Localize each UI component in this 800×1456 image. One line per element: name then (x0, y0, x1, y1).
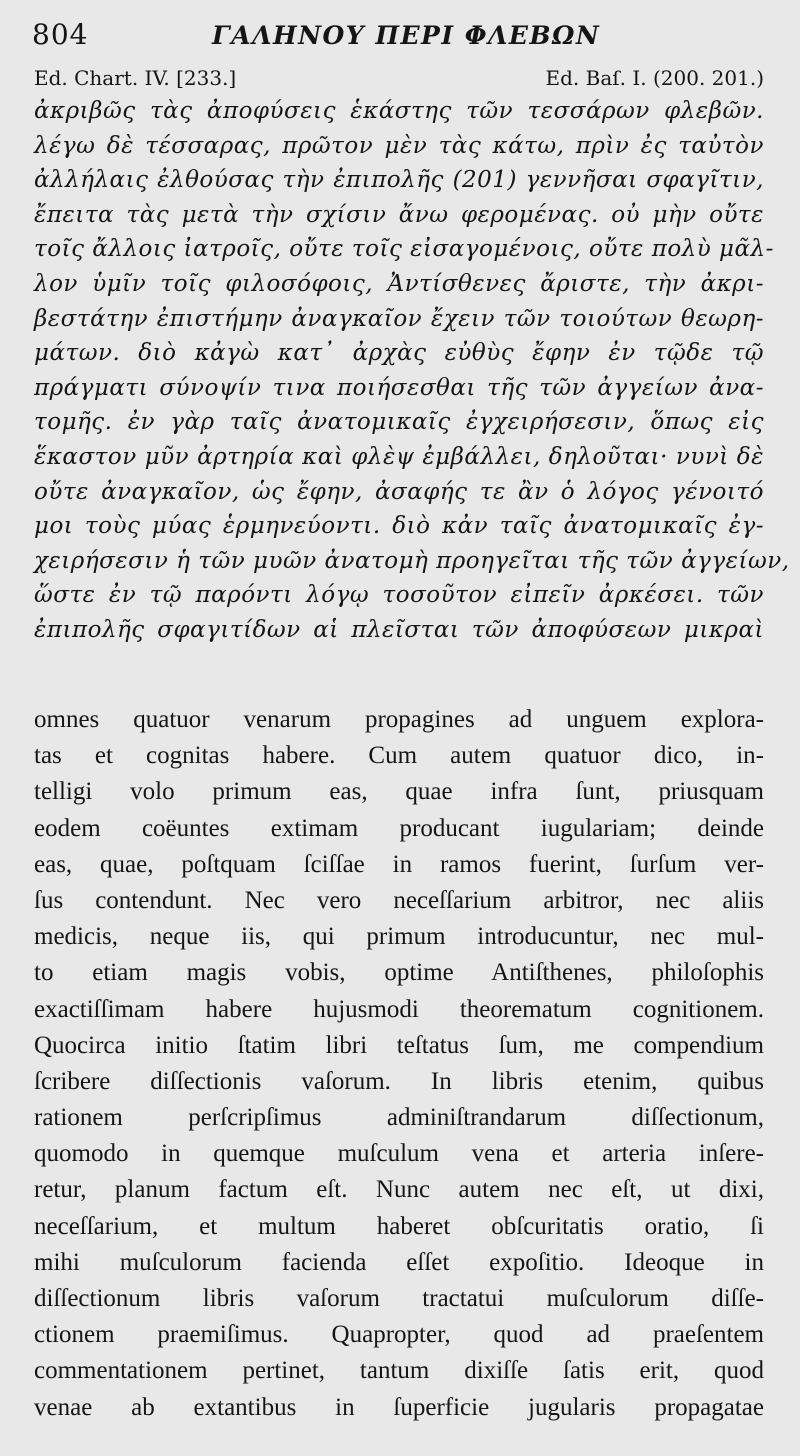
latin-line: mihi muſculorum facienda eſſet expoſitio. Ideoque in (34, 1248, 764, 1276)
latin-line: ſcribere diſſectionis vaſorum. In libris etenim, quibus (34, 1067, 764, 1095)
greek-line: ὥστε ἐν τῷ παρόντι λόγῳ τοσοῦτον εἰπεῖν ἀρκέσει. τῶν (34, 582, 764, 609)
greek-line: ἔπειτα τὰς μετὰ τὴν σχίσιν ἄνω φερομένας. οὐ μὴν οὔτε (34, 201, 764, 228)
latin-line: ſus contendunt. Nec vero neceſſarium arbitror, nec aliis (34, 886, 764, 914)
latin-line: venae ab extantibus in ſuperficie jugularis propagatae (34, 1393, 764, 1421)
latin-line: retur, planum factum eſt. Nunc autem nec eſt, ut dixi, (34, 1176, 764, 1204)
latin-line: diſſectionum libris vaſorum tractatui muſculorum diſſe- (34, 1285, 764, 1312)
greek-text-block (34, 94, 790, 648)
edition-reference-right: Ed. Baſ. I. (200. 201.) (545, 66, 764, 90)
greek-line: ἕκαστον μῦν ἀρτηρία καὶ φλὲψ ἐμβάλλει, δηλοῦται· νυνὶ δὲ (34, 443, 764, 470)
greek-line: ἐπιπολῆς σφαγιτίδων αἱ πλεῖσται τῶν ἀποφύσεων μικραὶ (34, 616, 764, 643)
greek-line: μοι τοὺς μύας ἑρμηνεύοντι. διὸ κἀν ταῖς ἀνατομικαῖς ἐγ- (34, 513, 764, 540)
edition-reference-line (34, 62, 764, 94)
latin-line: commentationem pertinet, tantum dixiſſe ſatis erit, quod (34, 1357, 764, 1385)
greek-line: ἀκριβῶς τὰς ἀποφύσεις ἑκάστης τῶν τεσσάρων φλεβῶν. (34, 98, 764, 124)
latin-line: tas et cognitas habere. Cum autem quatuor dico, in- (34, 742, 764, 770)
running-title: ΓΑΛΗΝΟΥ ΠΕΡΙ ΦΛΕΒΩΝ (212, 21, 601, 50)
greek-line: τοῖς ἄλλοις ἰατροῖς, οὔτε τοῖς εἰσαγομένοις, οὔτε πολὺ μᾶλ- (34, 236, 774, 263)
greek-line: λέγω δὲ τέσσαρας, πρῶτον μὲν τὰς κάτω, πρὶν ἐς ταὐτὸν (34, 132, 764, 159)
greek-line: πράγματι σύνοψίν τινα ποιήσεσθαι τῆς τῶν ἀγγείων ἀνα- (34, 374, 764, 401)
latin-line: eas, quae, poſtquam ſciſſae in ramos fuerint, ſurſum ver- (34, 850, 764, 878)
latin-line: Quocirca initio ſtatim libri teſtatus ſum, me compendium (34, 1031, 764, 1059)
greek-line: χειρήσεσιν ἡ τῶν μυῶν ἀνατομὴ προηγεῖται τῆς τῶν ἀγγείων, (34, 547, 790, 574)
page-number: 804 (32, 18, 89, 51)
latin-line: rationem perſcripſimus adminiſtrandarum diſſectionum, (34, 1104, 764, 1132)
latin-line: medicis, neque iis, qui primum introducuntur, nec mul- (34, 923, 764, 951)
greek-line: λον ὑμῖν τοῖς φιλοσόφοις, Ἀντίσθενες ἄριστε, τὴν ἀκρι- (34, 270, 764, 297)
running-head (32, 18, 764, 62)
latin-line: omnes quatuor venarum propagines ad unguem explora- (34, 706, 764, 733)
latin-line: telligi volo primum eas, quae infra ſunt, priusquam (34, 778, 764, 806)
latin-line: quomodo in quemque muſculum vena et arteria inſere- (34, 1140, 764, 1168)
edition-reference-left: Ed. Chart. IV. [233.] (34, 66, 237, 90)
latin-line: to etiam magis vobis, optime Antiſthenes, philoſophis (34, 959, 764, 987)
greek-line: οὔτε ἀναγκαῖον, ὡς ἔφην, ἀσαφής τε ἂν ὁ λόγος γένοιτό (34, 478, 764, 505)
greek-line: ἀλλήλαις ἐλθούσας τὴν ἐπιπολῆς (201) γεννῆσαι σφαγῖτιν, (34, 167, 764, 194)
latin-line: eodem coëuntes extimam producant iugulariam; deinde (34, 814, 764, 842)
latin-line: ctionem praemiſimus. Quapropter, quod ad praeſentem (34, 1321, 764, 1349)
latin-line: neceſſarium, et multum haberet obſcuritatis oratio, ſi (34, 1212, 764, 1240)
greek-line: μάτων. διὸ κἀγὼ κατ᾽ ἀρχὰς εὐθὺς ἔφην ἐν τῷδε τῷ (34, 340, 764, 367)
latin-line: exactiſſimam habere hujusmodi theorematum cognitionem. (34, 995, 764, 1023)
latin-text-block (34, 702, 764, 1426)
greek-line: βεστάτην ἐπιστήμην ἀναγκαῖον ἔχειν τῶν τοιούτων θεωρη- (34, 305, 764, 332)
greek-line: τομῆς. ἐν γὰρ ταῖς ἀνατομικαῖς ἐγχειρήσεσιν, ὅπως εἰς (34, 409, 764, 436)
